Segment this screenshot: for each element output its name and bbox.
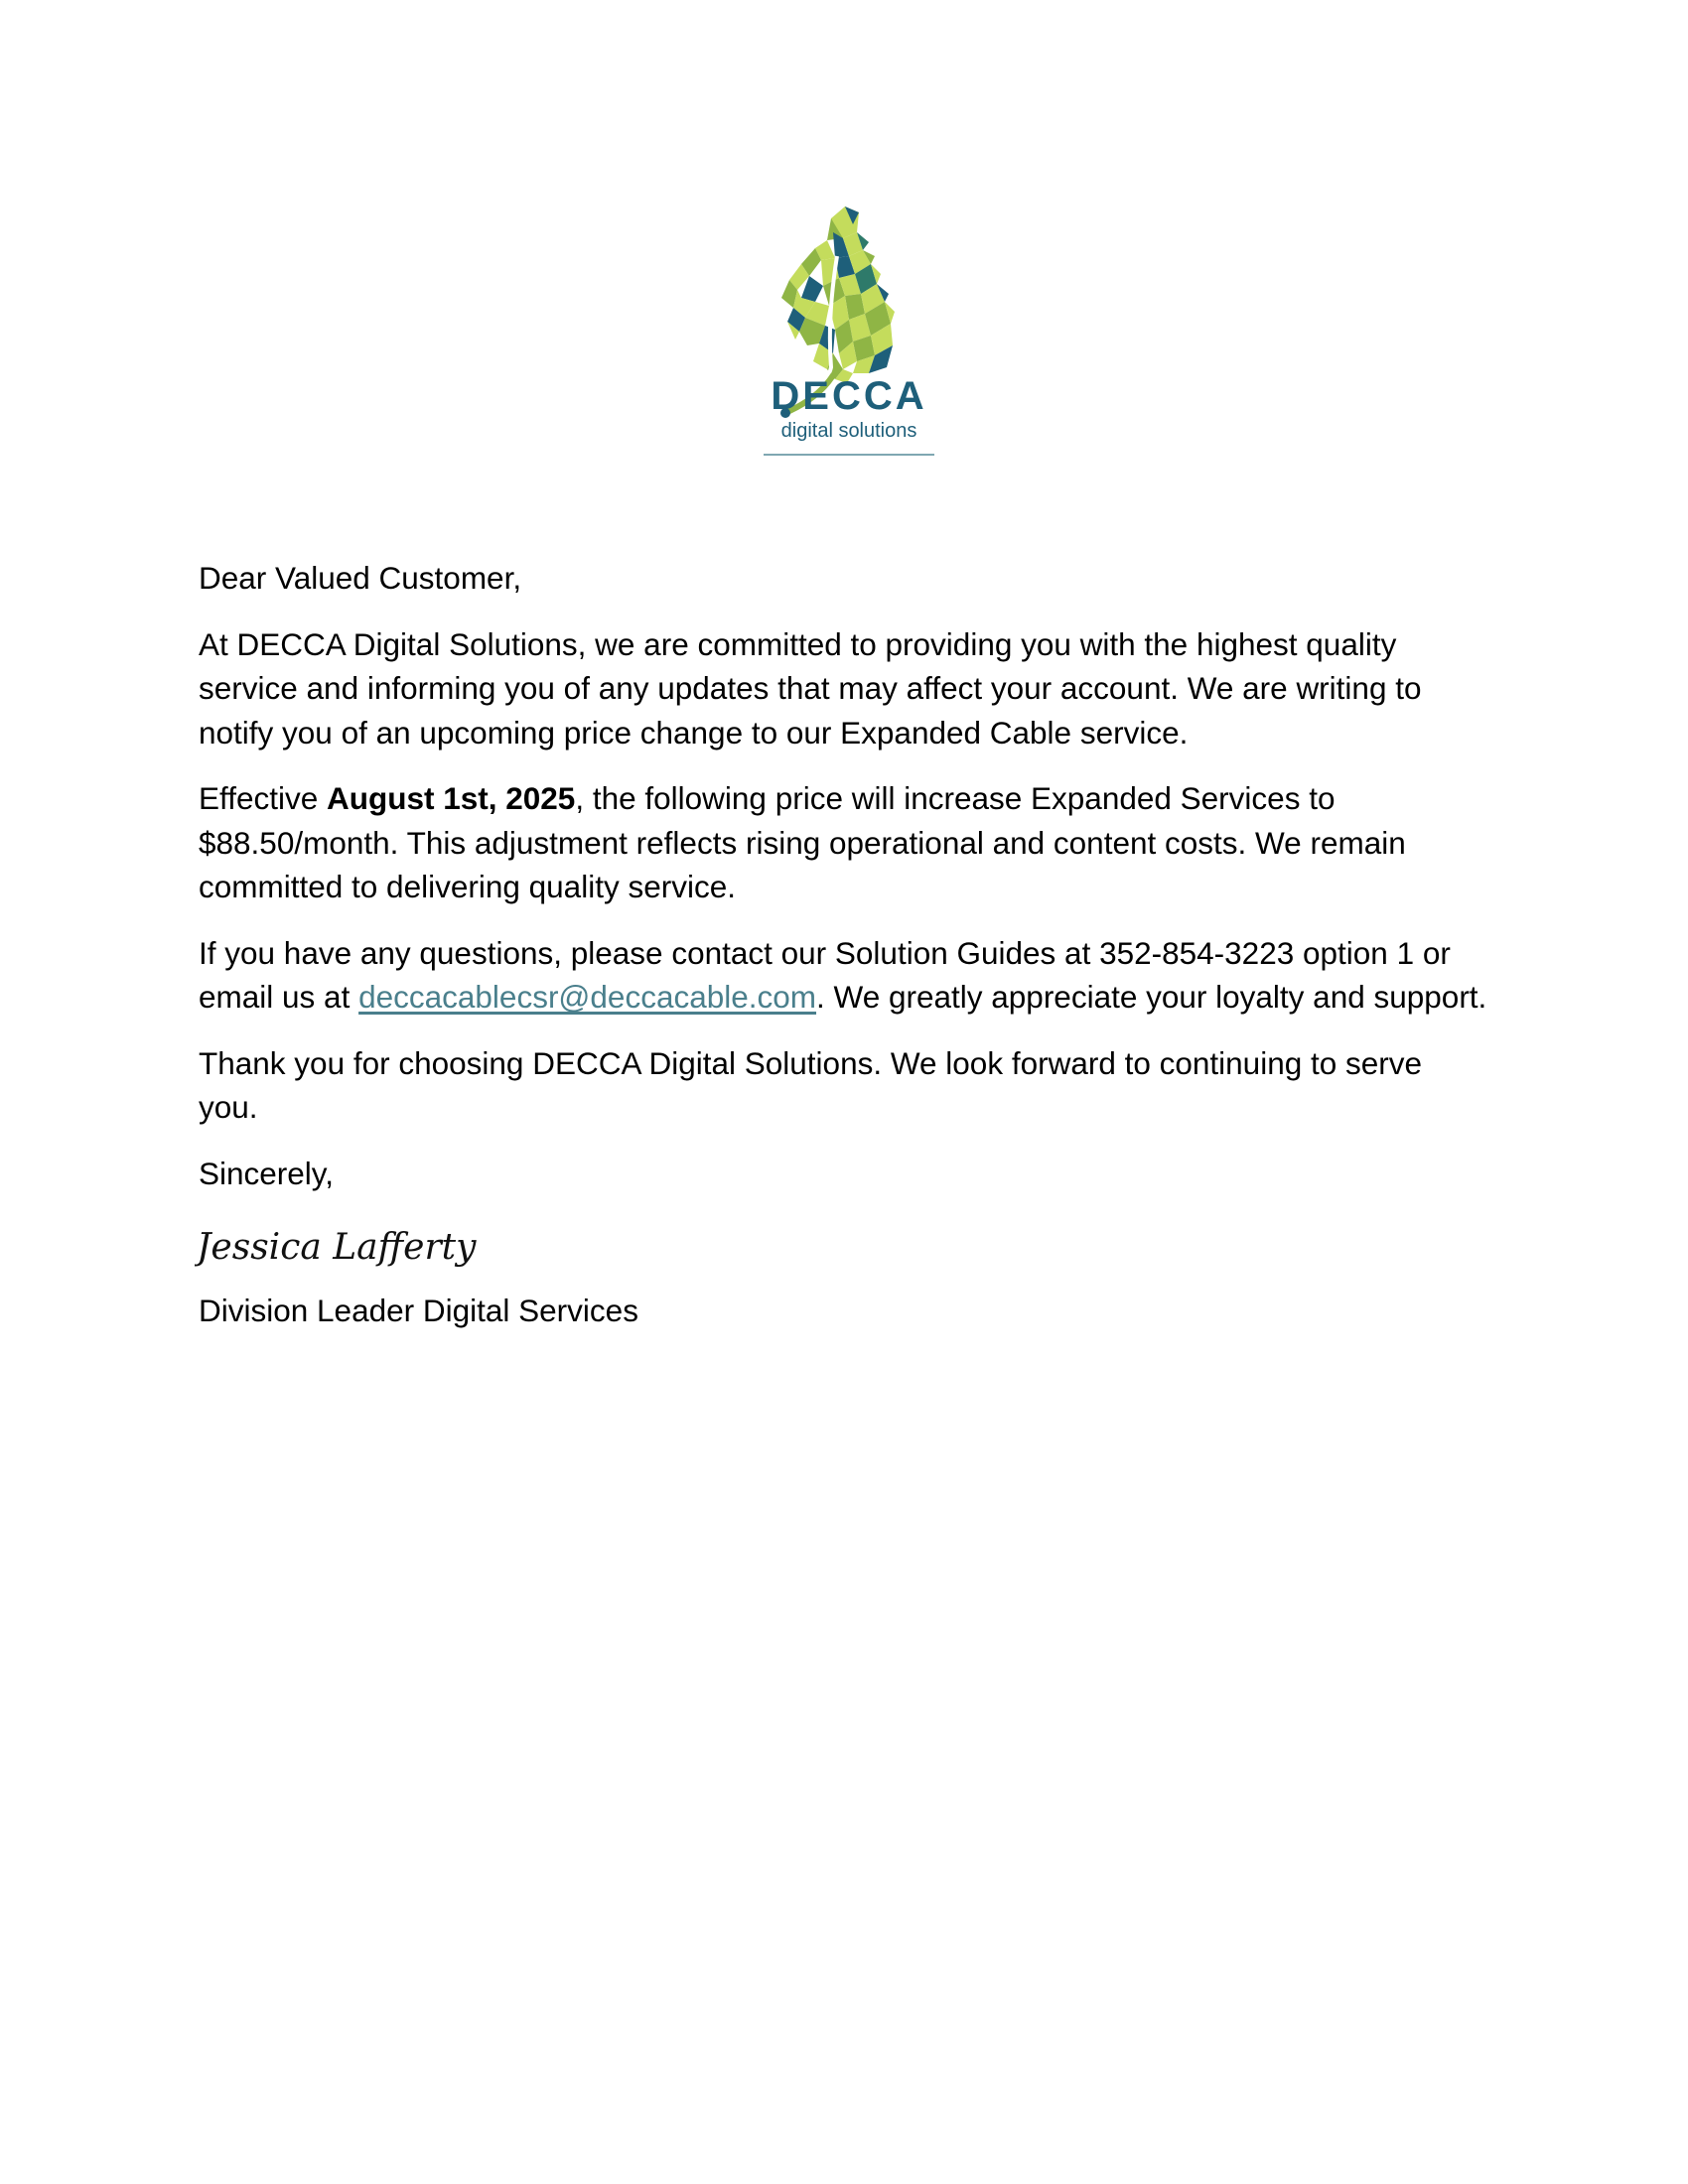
- letter-body: [199, 556, 1489, 1355]
- paragraph-intro: At DECCA Digital Solutions, we are committed to providing you with the highest quality service and informing you of any updates that may affect your account. We are writing to notify you of an upcoming price change to our Expanded Cable service.: [199, 625, 1422, 751]
- handwritten-signature: [195, 1217, 552, 1277]
- price-change-text: , the following price will increase Expanded Services to $88.50/month. This adjustment reflects rising operational and content costs. We remain committed to delivering quality service.: [199, 780, 1406, 904]
- effective-prefix: Effective: [199, 780, 327, 816]
- company-logo: [750, 199, 948, 467]
- signature-name: Jessica Lafferty: [197, 1227, 477, 1268]
- signature: [195, 1217, 1489, 1277]
- email-link[interactable]: deccacablecsr@deccacable.com: [358, 979, 817, 1015]
- contact-suffix: . We greatly appreciate your loyalty and support.: [816, 979, 1487, 1015]
- closing: Sincerely,: [199, 1155, 334, 1191]
- signer-title: Division Leader Digital Services: [199, 1293, 638, 1328]
- paragraph-thanks: Thank you for choosing DECCA Digital Solutions. We look forward to continuing to serve you.: [199, 1044, 1423, 1125]
- effective-date: August 1st, 2025: [326, 780, 576, 816]
- logo-tagline: digital solutions: [780, 420, 917, 442]
- paragraph-contact: [199, 931, 1489, 1020]
- decca-leaf-logo-icon: [750, 199, 948, 467]
- contact-prefix: If you have any questions, please contact our Solution Guides at 352-854-3223 option 1 or email us at: [199, 934, 1451, 1015]
- paragraph-price-change: [199, 776, 1489, 909]
- salutation: Dear Valued Customer,: [199, 560, 522, 596]
- logo-brand-name: DECCA: [771, 374, 927, 418]
